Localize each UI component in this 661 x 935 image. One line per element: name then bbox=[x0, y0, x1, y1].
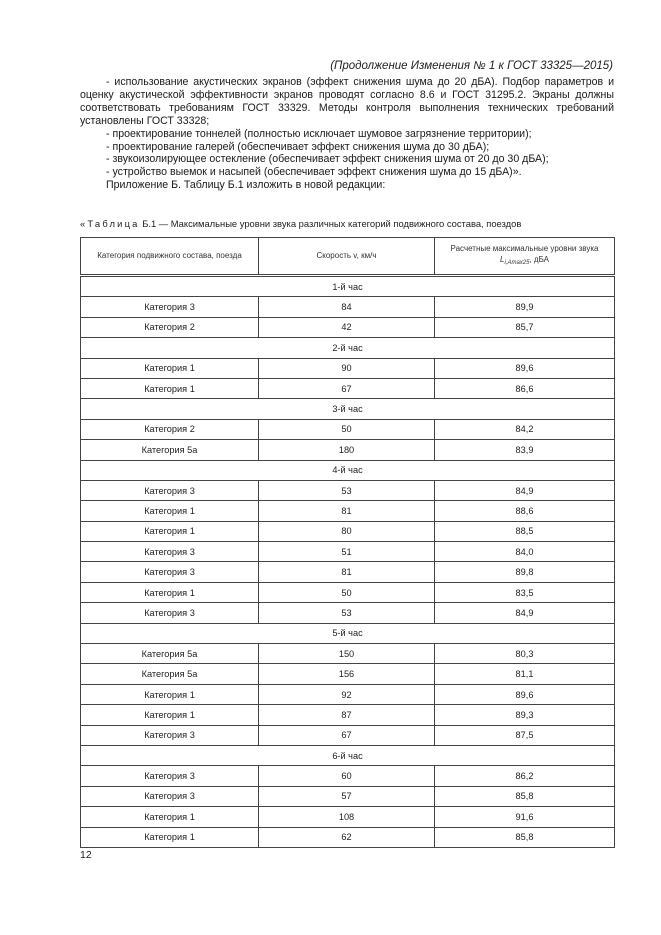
table-caption-prefix: «Таблица bbox=[80, 218, 140, 229]
cell-speed: 67 bbox=[259, 725, 435, 745]
cell-category: Категория 3 bbox=[81, 603, 259, 623]
cell-category: Категория 1 bbox=[81, 582, 259, 602]
hour-label: 6-й час bbox=[81, 745, 615, 765]
cell-sound-level: 80,3 bbox=[435, 644, 615, 664]
cell-sound-level: 83,5 bbox=[435, 582, 615, 602]
cell-speed: 51 bbox=[259, 542, 435, 562]
table-row bbox=[81, 542, 615, 562]
table-row bbox=[81, 358, 615, 378]
paragraph: - проектирование галерей (обеспечивает эффект снижения шума до 30 дБА); bbox=[106, 140, 490, 153]
table-row bbox=[81, 521, 615, 541]
hour-group-row bbox=[81, 460, 615, 480]
hour-group-row bbox=[81, 623, 615, 643]
cell-category: Категория 3 bbox=[81, 542, 259, 562]
cell-sound-level: 86,2 bbox=[435, 766, 615, 786]
cell-speed: 90 bbox=[259, 358, 435, 378]
header-sound-level-text: Расчетные максимальные уровни звука bbox=[450, 244, 599, 253]
cell-category: Категория 3 bbox=[81, 297, 259, 317]
cell-speed: 156 bbox=[259, 664, 435, 684]
table-row bbox=[81, 297, 615, 317]
cell-speed: 80 bbox=[259, 521, 435, 541]
cell-sound-level: 84,2 bbox=[435, 419, 615, 439]
cell-sound-level: 81,1 bbox=[435, 664, 615, 684]
cell-speed: 53 bbox=[259, 603, 435, 623]
cell-speed: 87 bbox=[259, 705, 435, 725]
cell-sound-level: 89,9 bbox=[435, 297, 615, 317]
cell-category: Категория 3 bbox=[81, 725, 259, 745]
cell-speed: 92 bbox=[259, 684, 435, 704]
cell-speed: 60 bbox=[259, 766, 435, 786]
cell-category: Категория 1 bbox=[81, 378, 259, 398]
body-text bbox=[80, 76, 614, 192]
header-category: Категория подвижного состава, поезда bbox=[81, 238, 259, 275]
hour-label: 1-й час bbox=[81, 277, 615, 297]
cell-category: Категория 3 bbox=[81, 480, 259, 500]
table-row bbox=[81, 582, 615, 602]
page-number: 12 bbox=[80, 849, 92, 861]
cell-speed: 53 bbox=[259, 480, 435, 500]
table-row bbox=[81, 501, 615, 521]
table-row bbox=[81, 317, 615, 337]
cell-speed: 81 bbox=[259, 501, 435, 521]
cell-category: Категория 1 bbox=[81, 827, 259, 847]
table-row bbox=[81, 705, 615, 725]
cell-category: Категория 5а bbox=[81, 440, 259, 460]
table-row bbox=[81, 807, 615, 827]
hour-label: 4-й час bbox=[81, 460, 615, 480]
table-row bbox=[81, 684, 615, 704]
cell-sound-level: 89,3 bbox=[435, 705, 615, 725]
table-row bbox=[81, 480, 615, 500]
table-header-row bbox=[81, 238, 615, 275]
cell-speed: 50 bbox=[259, 582, 435, 602]
cell-sound-level: 87,5 bbox=[435, 725, 615, 745]
cell-speed: 67 bbox=[259, 378, 435, 398]
paragraph: - использование акустических экранов (эффект снижения шума до 20 дБА). Подбор параметров и оценку акустической эффективности экранов проводят согласно 8.6 и ГОСТ 31295.2. Экраны должны соответствовать требованиям ГОСТ 33329. Методы контроля выполнения технических требований установлены ГОСТ 33328; bbox=[80, 76, 614, 127]
table-row bbox=[81, 766, 615, 786]
cell-sound-level: 83,9 bbox=[435, 440, 615, 460]
hour-label: 3-й час bbox=[81, 399, 615, 419]
cell-speed: 180 bbox=[259, 440, 435, 460]
header-sound-level-unit: , дБА bbox=[529, 254, 549, 264]
paragraph: Приложение Б. Таблицу Б.1 изложить в новой редакции: bbox=[106, 179, 386, 192]
cell-sound-level: 89,8 bbox=[435, 562, 615, 582]
table-row bbox=[81, 725, 615, 745]
cell-speed: 108 bbox=[259, 807, 435, 827]
cell-category: Категория 1 bbox=[81, 807, 259, 827]
header-sound-level bbox=[435, 238, 615, 275]
cell-sound-level: 85,8 bbox=[435, 827, 615, 847]
cell-category: Категория 5а bbox=[81, 644, 259, 664]
hour-label: 5-й час bbox=[81, 623, 615, 643]
header-sound-level-symbol: L bbox=[500, 254, 505, 264]
cell-category: Категория 1 bbox=[81, 521, 259, 541]
table-row bbox=[81, 603, 615, 623]
table-caption-text: Б.1 — Максимальные уровни звука различных категорий подвижного состава, поездов bbox=[142, 218, 522, 229]
cell-sound-level: 84,0 bbox=[435, 542, 615, 562]
cell-category: Категория 5а bbox=[81, 664, 259, 684]
cell-sound-level: 89,6 bbox=[435, 358, 615, 378]
cell-sound-level: 88,6 bbox=[435, 501, 615, 521]
table-row bbox=[81, 644, 615, 664]
cell-sound-level: 85,8 bbox=[435, 786, 615, 806]
hour-group-row bbox=[81, 277, 615, 297]
cell-sound-level: 85,7 bbox=[435, 317, 615, 337]
header-speed: Скорость v, км/ч bbox=[259, 238, 435, 275]
table-row bbox=[81, 440, 615, 460]
cell-speed: 150 bbox=[259, 644, 435, 664]
cell-sound-level: 91,6 bbox=[435, 807, 615, 827]
cell-sound-level: 86,6 bbox=[435, 378, 615, 398]
cell-speed: 57 bbox=[259, 786, 435, 806]
table-row bbox=[81, 419, 615, 439]
table-row bbox=[81, 664, 615, 684]
header-sound-level-subscript: i,Amax25 bbox=[504, 259, 530, 266]
noise-levels-table bbox=[80, 237, 615, 848]
hour-group-row bbox=[81, 338, 615, 358]
paragraph: - устройство выемок и насыпей (обеспечивает эффект снижения шума до 15 дБА)». bbox=[106, 166, 522, 179]
running-header: (Продолжение Изменения № 1 к ГОСТ 33325—2015) bbox=[330, 60, 613, 72]
cell-category: Категория 3 bbox=[81, 562, 259, 582]
cell-sound-level: 89,6 bbox=[435, 684, 615, 704]
cell-category: Категория 3 bbox=[81, 786, 259, 806]
cell-speed: 62 bbox=[259, 827, 435, 847]
cell-category: Категория 1 bbox=[81, 501, 259, 521]
cell-category: Категория 2 bbox=[81, 317, 259, 337]
table-row bbox=[81, 786, 615, 806]
cell-speed: 50 bbox=[259, 419, 435, 439]
cell-speed: 84 bbox=[259, 297, 435, 317]
table-row bbox=[81, 562, 615, 582]
cell-category: Категория 1 bbox=[81, 684, 259, 704]
table-row bbox=[81, 378, 615, 398]
cell-sound-level: 88,5 bbox=[435, 521, 615, 541]
cell-category: Категория 3 bbox=[81, 766, 259, 786]
cell-category: Категория 2 bbox=[81, 419, 259, 439]
cell-speed: 81 bbox=[259, 562, 435, 582]
cell-speed: 42 bbox=[259, 317, 435, 337]
hour-group-row bbox=[81, 745, 615, 765]
cell-category: Категория 1 bbox=[81, 358, 259, 378]
paragraph: - проектирование тоннелей (полностью исключает шумовое загрязнение территории); bbox=[106, 127, 532, 140]
table-row bbox=[81, 827, 615, 847]
cell-sound-level: 84,9 bbox=[435, 480, 615, 500]
table-caption bbox=[80, 218, 620, 229]
cell-sound-level: 84,9 bbox=[435, 603, 615, 623]
hour-group-row bbox=[81, 399, 615, 419]
paragraph: - звукоизолирующее остекление (обеспечивает эффект снижения шума от 20 до 30 дБА); bbox=[106, 153, 549, 166]
table-body bbox=[81, 277, 615, 848]
cell-category: Категория 1 bbox=[81, 705, 259, 725]
hour-label: 2-й час bbox=[81, 338, 615, 358]
